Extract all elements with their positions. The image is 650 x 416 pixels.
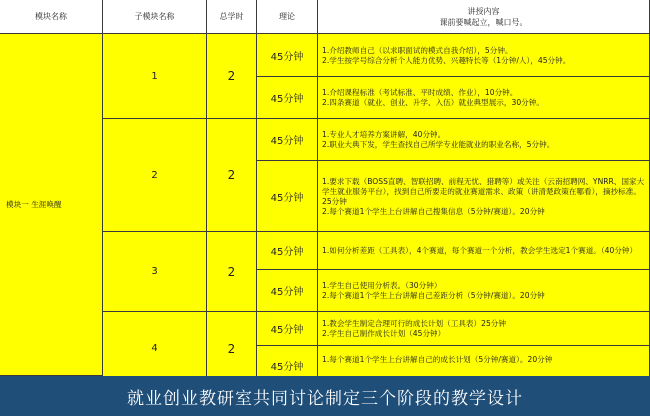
- lesson-content-line: 1.学生自己使用分析表。（30分钟）: [322, 281, 442, 290]
- caption-banner: [0, 376, 650, 416]
- header-module-name: 模块名称: [0, 0, 103, 34]
- lesson-content-cell: [318, 312, 650, 346]
- sub-module-number: 2: [103, 119, 207, 232]
- lesson-content-line: 1.介绍课程标准（考试标准、平时成绩、作业），10分钟。: [322, 88, 518, 97]
- total-hours-cell: 2: [207, 34, 257, 119]
- theory-duration-cell: 45分钟: [257, 161, 318, 232]
- lesson-content-line: 1.如何分析差距（工具表），4个赛道，每个赛道一个分析，教会学生选定1个赛道。（40分钟）: [322, 246, 638, 255]
- lesson-content-cell: [318, 232, 650, 270]
- sub-module-number: 3: [103, 232, 207, 312]
- lesson-content-line: 1.每个赛道1个学生上台讲解自己的成长计划（5分钟/赛道）。20分钟: [322, 355, 553, 364]
- lesson-content-line: 2.学生按学号综合分析个人能力优势、兴趣特长等（1分钟/人），45分钟。: [322, 55, 571, 65]
- header-theory: 理论: [257, 0, 318, 34]
- theory-duration-cell: 45分钟: [257, 346, 318, 386]
- total-hours-cell: 2: [207, 119, 257, 232]
- sub-module-number: 4: [103, 312, 207, 386]
- lesson-content-line: 2.每个赛道1个学生上台讲解自己差距分析（5分钟/赛道）。20分钟: [322, 291, 545, 300]
- theory-duration-cell: 45分钟: [257, 312, 318, 346]
- lesson-content-line: 1.要求下载（BOSS直聘、智联招聘、前程无忧、猎聘等）或关注（云南招聘网、YNRR、国家大学生就业服务平台），找到自己所要走的就业赛道需求、政策（讲清楚政策在哪看），摘抄标准。25分钟: [322, 176, 645, 206]
- theory-duration-cell: 45分钟: [257, 77, 318, 119]
- lesson-content-cell: [318, 270, 650, 312]
- header-sub-module-name: 子模块名称: [103, 0, 207, 34]
- lesson-content-line: 1.专业人才培养方案讲解，40分钟。: [322, 130, 446, 139]
- header-total-hours: 总学时: [207, 0, 257, 34]
- module-name-cell: 模块一 生涯唤醒: [0, 34, 103, 376]
- lesson-content-cell: [318, 119, 650, 161]
- header-content-title: 讲授内容: [467, 6, 500, 16]
- lesson-content-line: 1.教会学生制定合理可行的成长计划（工具表）25分钟: [322, 319, 506, 328]
- lesson-content-line: 1.介绍教师自己（以求职面试的模式自我介绍），5分钟。: [322, 45, 513, 55]
- total-hours-cell: 2: [207, 312, 257, 386]
- lesson-content-cell: [318, 161, 650, 232]
- total-hours-cell: 2: [207, 232, 257, 312]
- header-content-note: 课前要喊起立，喊口号。: [439, 17, 528, 27]
- lesson-content-cell: [318, 34, 650, 77]
- caption-text: 就业创业教研室共同讨论制定三个阶段的教学设计: [127, 388, 523, 409]
- lesson-content-line: 2.学生自己制作成长计划（45分钟）: [322, 329, 446, 338]
- theory-duration-cell: 45分钟: [257, 119, 318, 161]
- lesson-content-line: 2.四条赛道（就业、创业、升学、入伍）就业典型展示，30分钟。: [322, 98, 544, 107]
- lesson-content-line: 2.每个赛道1个学生上台讲解自己搜集信息（5分钟/赛道）。20分钟: [322, 206, 545, 216]
- sub-module-number: 1: [103, 34, 207, 119]
- theory-duration-cell: 45分钟: [257, 232, 318, 270]
- theory-duration-cell: 45分钟: [257, 270, 318, 312]
- theory-duration-cell: 45分钟: [257, 34, 318, 77]
- header-content: [318, 0, 650, 34]
- lesson-content-line: 2.职业大典下发，学生查找自己所学专业能就业的职业名称，5分钟。: [322, 140, 555, 149]
- lesson-content-cell: [318, 77, 650, 119]
